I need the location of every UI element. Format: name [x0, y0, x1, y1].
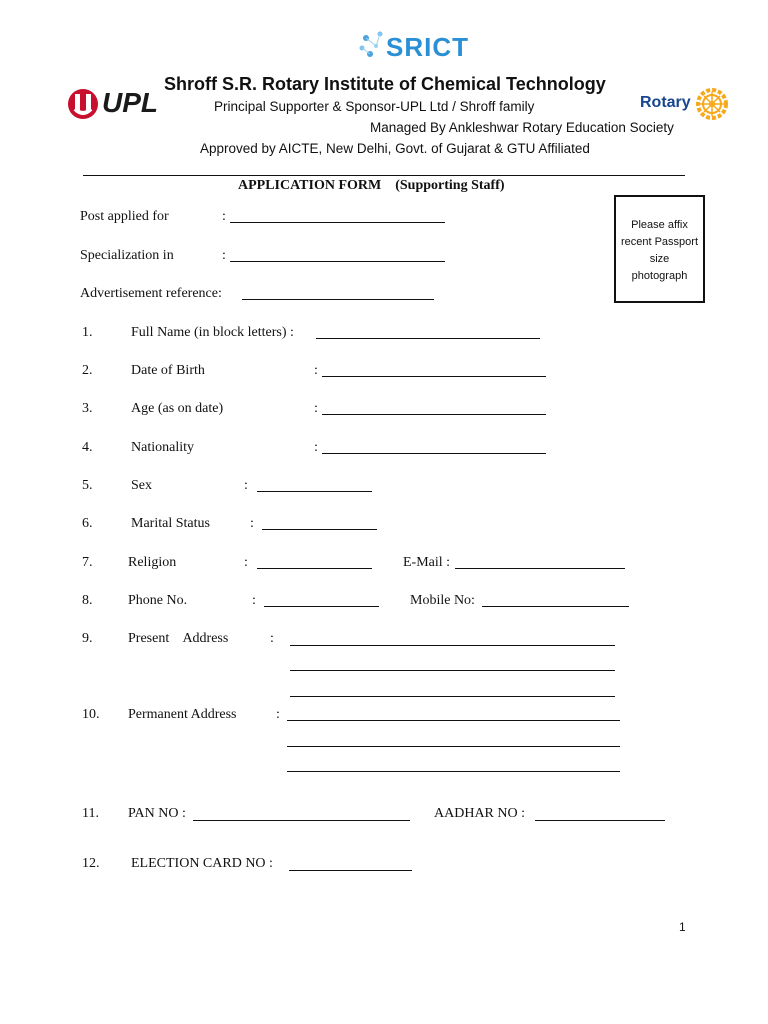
nationality-sep: : [314, 440, 318, 455]
age-label: Age (as on date) [131, 401, 224, 416]
marital-status-field[interactable] [262, 529, 377, 530]
srict-logo [356, 24, 469, 66]
aadhar-label: AADHAR NO : [434, 806, 525, 821]
present-address-field[interactable] [290, 645, 615, 646]
phone-sep: : [252, 593, 256, 608]
society-line: Managed By Ankleshwar Rotary Education Society [370, 120, 674, 135]
nationality-field[interactable] [322, 453, 546, 454]
present-address-label: Present Address [128, 631, 229, 646]
institute-title: Shroff S.R. Rotary Institute of Chemical Technology [164, 74, 606, 94]
advertisement-field[interactable] [242, 299, 434, 300]
form-subtitle-text: (Supporting Staff) [395, 178, 505, 193]
specialization-sep: : [222, 248, 226, 263]
pan-field[interactable] [193, 820, 410, 821]
item-number: 7. [82, 555, 93, 570]
upl-logo-text: UPL [102, 87, 158, 118]
permanent-address-field[interactable] [287, 771, 620, 772]
photo-box-line: recent Passport [620, 236, 699, 248]
post-applied-field[interactable] [230, 222, 445, 223]
post-applied-sep: : [222, 209, 226, 224]
marital-status-label: Marital Status [131, 516, 210, 531]
religion-label: Religion [128, 555, 177, 570]
header-divider [83, 175, 685, 176]
email-label: E-Mail : [403, 555, 451, 570]
present-address-sep: : [270, 631, 274, 646]
age-sep: : [314, 401, 318, 416]
post-applied-label: Post applied for [80, 209, 169, 224]
permanent-address-sep: : [276, 707, 280, 722]
phone-field[interactable] [264, 606, 379, 607]
mobile-label: Mobile No: [410, 593, 475, 608]
item-number: 3. [82, 401, 93, 416]
item-number: 11. [82, 806, 99, 821]
dob-label: Date of Birth [131, 363, 205, 378]
present-address-field[interactable] [290, 696, 615, 697]
religion-sep: : [244, 555, 248, 570]
email-field[interactable] [455, 568, 625, 569]
sex-field[interactable] [257, 491, 372, 492]
item-number: 8. [82, 593, 93, 608]
permanent-address-field[interactable] [287, 746, 620, 747]
specialization-label: Specialization in [80, 248, 174, 263]
permanent-address-field[interactable] [287, 720, 620, 721]
sex-label: Sex [131, 478, 152, 493]
item-number: 2. [82, 363, 93, 378]
election-card-label: ELECTION CARD NO : [131, 856, 273, 871]
upl-emblem-icon [66, 87, 100, 121]
photo-box-line: photograph [631, 270, 688, 282]
specialization-field[interactable] [230, 261, 445, 262]
nationality-label: Nationality [131, 440, 194, 455]
item-number: 4. [82, 440, 93, 455]
sex-sep: : [244, 478, 248, 493]
full-name-field[interactable] [316, 338, 540, 339]
item-number: 5. [82, 478, 93, 493]
post-applied-row [80, 209, 169, 225]
form-title-text: APPLICATION FORM [238, 178, 382, 193]
item-number: 10. [82, 707, 100, 722]
dob-sep: : [314, 363, 318, 378]
rotary-wheel-icon [696, 88, 728, 120]
mobile-field[interactable] [482, 606, 629, 607]
sponsor-line: Principal Supporter & Sponsor-UPL Ltd / Shroff family [214, 99, 535, 114]
rotary-logo-text: Rotary [640, 94, 691, 111]
form-title [238, 178, 505, 194]
phone-label: Phone No. [128, 593, 188, 608]
photo-box-line: Please affix [631, 219, 688, 231]
present-address-field[interactable] [290, 670, 615, 671]
pan-label: PAN NO : [128, 806, 186, 821]
marital-status-sep: : [250, 516, 254, 531]
election-card-field[interactable] [289, 870, 412, 871]
religion-field[interactable] [257, 568, 372, 569]
photo-box[interactable] [614, 195, 705, 303]
item-number: 1. [82, 325, 93, 340]
approval-line: Approved by AICTE, New Delhi, Govt. of Gujarat & GTU Affiliated [200, 141, 590, 156]
photo-box-line: size [649, 253, 670, 265]
advertisement-label: Advertisement reference: [80, 286, 222, 301]
rotary-logo [638, 88, 734, 122]
upl-logo [66, 87, 170, 119]
dob-field[interactable] [322, 376, 546, 377]
item-number: 9. [82, 631, 93, 646]
item-number: 12. [82, 856, 100, 871]
aadhar-field[interactable] [535, 820, 665, 821]
age-field[interactable] [322, 414, 546, 415]
permanent-address-label: Permanent Address [128, 707, 237, 722]
full-name-label: Full Name (in block letters) : [131, 325, 294, 340]
page-number: 1 [679, 920, 686, 934]
item-number: 6. [82, 516, 93, 531]
srict-logo-text: SRICT [386, 32, 469, 62]
